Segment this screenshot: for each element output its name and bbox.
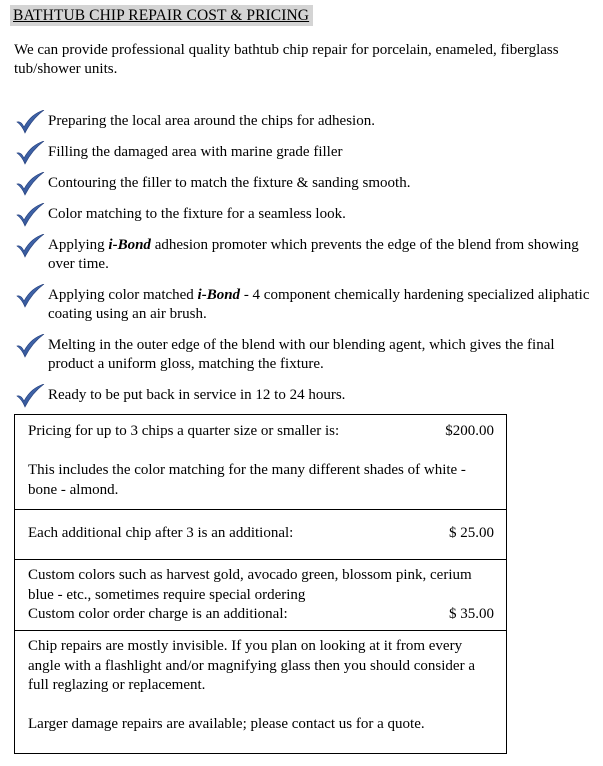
checkmark-icon xyxy=(14,172,46,196)
checkmark-icon xyxy=(14,203,46,227)
pricing-base-box xyxy=(14,414,507,510)
pricing-additional-box xyxy=(14,509,507,560)
custom-colors-description: Custom colors such as harvest gold, avocado green, blossom pink, cerium blue - etc., sometimes require special ordering xyxy=(28,567,472,603)
additional-chip-label: Each additional chip after 3 is an additional: xyxy=(28,525,294,541)
list-item: Filling the damaged area with marine grade filler xyxy=(14,143,594,162)
pricing-custom-box xyxy=(14,559,507,631)
notes-box xyxy=(14,630,507,754)
invisible-repairs-note: Chip repairs are mostly invisible. If you plan on looking at it from every angle with a flashlight and/or magnifying glass then you should consider a full reglazing or replacement. xyxy=(28,638,475,693)
checklist xyxy=(14,98,594,405)
custom-color-label: Custom color order charge is an additional: xyxy=(28,606,288,622)
intro-paragraph: We can provide professional quality bathtub chip repair for porcelain, enameled, fiberglass tub/shower units. xyxy=(14,42,559,77)
list-item: Preparing the local area around the chips for adhesion. xyxy=(14,112,594,131)
base-pricing-amount: $200.00 xyxy=(445,423,494,439)
list-item: Ready to be put back in service in 12 to 24 hours. xyxy=(14,386,594,405)
list-item: Applying i-Bond adhesion promoter which prevents the edge of the blend from showing over time. xyxy=(14,236,594,274)
checkmark-icon xyxy=(14,141,46,165)
checkmark-icon xyxy=(14,284,46,308)
checkmark-icon xyxy=(14,234,46,258)
list-item: Contouring the filler to match the fixture & sanding smooth. xyxy=(14,174,594,193)
page-title: BATHTUB CHIP REPAIR COST & PRICING xyxy=(10,5,313,26)
list-item: Melting in the outer edge of the blend with our blending agent, which gives the final product a uniform gloss, matching the fixture. xyxy=(14,336,594,374)
list-item: Applying color matched i-Bond - 4 component chemically hardening specialized aliphatic coating using an air brush. xyxy=(14,286,594,324)
checkmark-icon xyxy=(14,384,46,408)
custom-color-amount: $ 35.00 xyxy=(449,606,494,622)
checkmark-icon xyxy=(14,110,46,134)
color-match-note: This includes the color matching for the many different shades of white - bone - almond. xyxy=(28,462,466,498)
checkmark-icon xyxy=(14,334,46,358)
base-pricing-label: Pricing for up to 3 chips a quarter size or smaller is: xyxy=(28,423,340,439)
list-item: Color matching to the fixture for a seamless look. xyxy=(14,205,594,224)
larger-repairs-note: Larger damage repairs are available; please contact us for a quote. xyxy=(28,716,425,732)
additional-chip-amount: $ 25.00 xyxy=(449,525,494,541)
